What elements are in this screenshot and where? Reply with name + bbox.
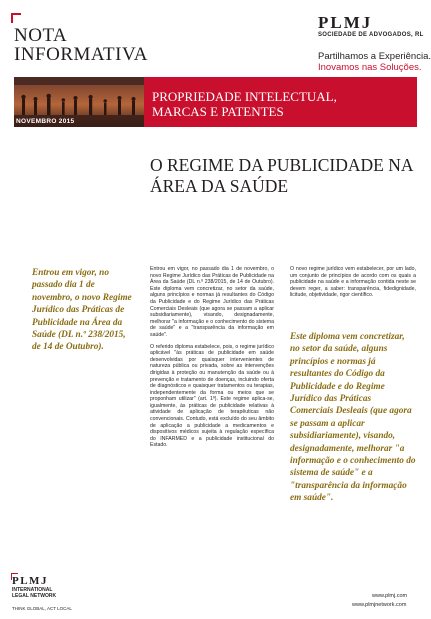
body-column-1 (150, 266, 274, 454)
footer-tagline: THINK GLOBAL, ACT LOCAL (12, 606, 72, 611)
tagline-1: Partilhamos a Experiência. (318, 51, 431, 62)
body-paragraph: O novo regime jurídico vem estabelecer, por um lado, um conjunto de princípios de acordo com os quais a publicidade na saúde e a informação contida neste se devem reger, a saber: transparência, fidedignidade, licitude, objetividade, rigor científico. (290, 266, 416, 299)
header-corner-mark (11, 13, 21, 23)
practice-area-line1: PROPRIEDADE INTELECTUAL, (152, 89, 337, 104)
left-pull-quote: Entrou em vigor, no passado dia 1 de novembro, o novo Regime Jurídico das Práticas de Publicidade na Área da Saúde (DL n.º 238/2015, de 14 de Outubro). (32, 268, 132, 353)
footer-brand-logo: PLMJ (12, 575, 48, 587)
tagline-2: Inovamos nas Soluções. (318, 62, 422, 73)
brand-subtitle: SOCIEDADE DE ADVOGADOS, RL (318, 32, 424, 38)
brand-logo: PLMJ (318, 13, 373, 32)
body-paragraph: Entrou em vigor, no passado dia 1 de novembro, o novo Regime Jurídico das Práticas de Publicidade na Área da Saúde (DL n.º 238/2015, de 14 de Outubro). Este diploma vem concretizar, no setor da saúde, alguns princípios e normas já resultantes do Código da Publicidade e do Regime Jurídico das Práticas Comerciais Desleais (que agora se passam a aplicar subsidiariamente), visando, designadamente, melhorar "a informação e o conhecimento do sistema de saúde" e a "transparência da informação em saúde". (150, 266, 274, 338)
doc-type-line2: INFORMATIVA (14, 44, 148, 65)
article-title-line2: ÁREA DA SAÚDE (150, 176, 289, 196)
doc-type-line1: NOTA (14, 25, 68, 46)
body-column-2 (290, 266, 416, 304)
footer-network-line1: INTERNATIONAL (12, 587, 53, 593)
issue-date: NOVEMBRO 2015 (16, 118, 75, 125)
network-website-link[interactable]: www.plmjnetwork.com (352, 602, 407, 608)
footer-network-line2: LEGAL NETWORK (12, 593, 57, 599)
article-title-line1: O REGIME DA PUBLICIDADE NA (150, 155, 414, 175)
practice-area-line2: MARCAS E PATENTES (152, 104, 284, 119)
website-link[interactable]: www.plmj.com (372, 593, 408, 599)
body-paragraph: O referido diploma estabelece, pois, o regime jurídico aplicável "às práticas de publicidade em saúde desenvolvidas por quaisquer intervenientes de natureza pública ou privada, sobre as intervenções dirigidas à proteção ou manutenção da saúde ou à prevenção e tratamento de doenças, incluindo oferta de diagnósticos e quaisquer tratamentos ou terapias, independentemente da forma ou meios que se proponham utilizar" (art. 1º). Este regime aplica-se, igualmente, às práticas de publicidade relativas à atividade de aplicação de terapêuticas não convencionais. Contudo, está excluído do seu âmbito de aplicação a publicidade a medicamentos e dispositivos médicos sujeita à regulação específica do INFARMED e a publicidade institucional do Estado. (150, 343, 274, 449)
right-pull-quote: Este diploma vem concretizar, no setor da saúde, alguns princípios e normas já resultantes do Código da Publicidade e do Regime Jurídico das Práticas Comerciais Desleais (que agora se passam a aplicar subsidiariamente), visando, designadamente, melhorar "a informação e o conhecimento do sistema de saúde" e a "transparência da informação em saúde". (290, 332, 416, 504)
